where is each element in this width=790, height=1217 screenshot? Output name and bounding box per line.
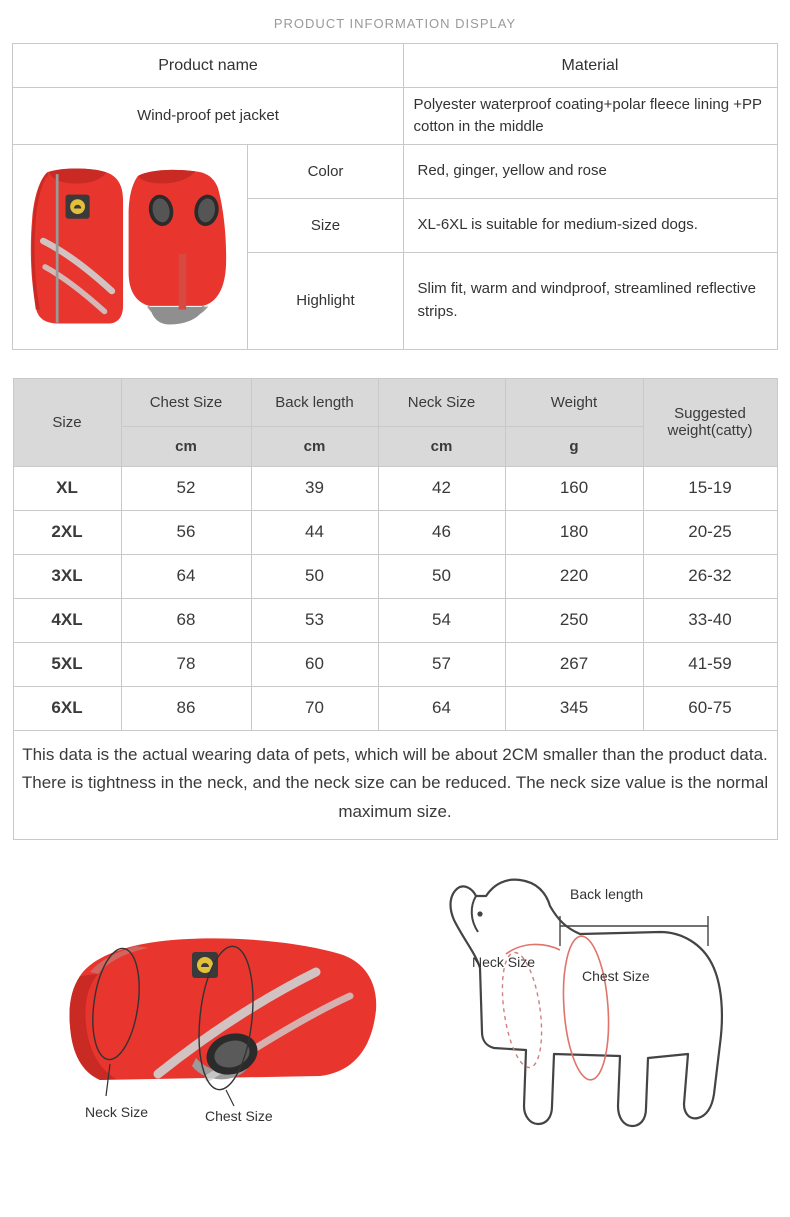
unit-neck: cm [378, 426, 505, 466]
cell-back: 50 [251, 554, 378, 598]
note-line-1: This data is the actual wearing data of pets, which will be about 2CM smaller than the product data. [22, 744, 768, 764]
page-title: PRODUCT INFORMATION DISPLAY [273, 16, 517, 31]
product-image-cell [13, 144, 248, 349]
size-table-header-row [13, 378, 777, 426]
col-header-suggested-weight: Suggested weight(catty) [643, 378, 777, 466]
table-row [13, 686, 777, 730]
cell-neck: 57 [378, 642, 505, 686]
dog-measure-illustration [410, 858, 780, 1198]
attribute-label-highlight: Highlight [248, 253, 403, 350]
cell-suggested: 15-19 [643, 466, 777, 510]
unit-chest: cm [121, 426, 251, 466]
product-jacket-illustration [21, 151, 239, 343]
cell-chest: 52 [121, 466, 251, 510]
attribute-value-highlight: Slim fit, warm and windproof, streamlined reflective strips. [403, 253, 777, 350]
cell-suggested: 41-59 [643, 642, 777, 686]
jacket-neck-size-label: Neck Size [85, 1104, 149, 1121]
measurement-diagrams [0, 858, 790, 1198]
cell-size: 6XL [13, 686, 121, 730]
cell-chest: 56 [121, 510, 251, 554]
cell-neck: 42 [378, 466, 505, 510]
cell-size: 3XL [13, 554, 121, 598]
col-header-chest: Chest Size [121, 378, 251, 426]
cell-back: 60 [251, 642, 378, 686]
cell-neck: 54 [378, 598, 505, 642]
cell-back: 44 [251, 510, 378, 554]
cell-suggested: 26-32 [643, 554, 777, 598]
cell-back: 70 [251, 686, 378, 730]
product-name-value: Wind-proof pet jacket [13, 88, 403, 145]
cell-neck: 46 [378, 510, 505, 554]
cell-size: 5XL [13, 642, 121, 686]
product-name-header: Product name [13, 44, 403, 88]
cell-back: 53 [251, 598, 378, 642]
col-header-size: Size [13, 378, 121, 466]
cell-size: XL [13, 466, 121, 510]
attribute-value-size: XL-6XL is suitable for medium-sized dogs. [403, 198, 777, 252]
cell-chest: 64 [121, 554, 251, 598]
dog-chest-size-label: Chest Size [582, 968, 650, 985]
table-row [13, 88, 777, 145]
size-chart-table [13, 378, 778, 841]
jacket-front-view [129, 169, 227, 324]
attribute-label-color: Color [248, 144, 403, 198]
attribute-value-color: Red, ginger, yellow and rose [403, 144, 777, 198]
table-row [13, 44, 777, 88]
cell-neck: 64 [378, 686, 505, 730]
material-value: Polyester waterproof coating+polar fleece lining +PP cotton in the middle [403, 88, 777, 145]
attribute-label-size: Size [248, 198, 403, 252]
cell-suggested: 20-25 [643, 510, 777, 554]
jacket-measure-illustration [20, 858, 410, 1198]
cell-chest: 78 [121, 642, 251, 686]
jacket-measure-diagram [20, 858, 410, 1198]
dog-measure-diagram [410, 858, 780, 1198]
col-header-back-length: Back length [251, 378, 378, 426]
table-row [13, 144, 777, 198]
cell-weight: 250 [505, 598, 643, 642]
dog-neck-size-label: Neck Size [472, 954, 536, 971]
cell-weight: 345 [505, 686, 643, 730]
jacket-side-view [31, 168, 123, 323]
table-row [13, 642, 777, 686]
cell-weight: 180 [505, 510, 643, 554]
size-table-note-row [13, 730, 777, 840]
unit-back-length: cm [251, 426, 378, 466]
cell-chest: 68 [121, 598, 251, 642]
col-header-weight: Weight [505, 378, 643, 426]
table-row [13, 598, 777, 642]
table-row [13, 466, 777, 510]
note-line-2: There is tightness in the neck, and the neck size can be reduced. The neck size value is the normal maximum size. [21, 773, 769, 822]
col-header-neck: Neck Size [378, 378, 505, 426]
cell-suggested: 33-40 [643, 598, 777, 642]
size-table-note [13, 730, 777, 840]
unit-weight: g [505, 426, 643, 466]
cell-size: 2XL [13, 510, 121, 554]
cell-chest: 86 [121, 686, 251, 730]
jacket-chest-size-label: Chest Size [205, 1108, 273, 1125]
cell-weight: 160 [505, 466, 643, 510]
cell-size: 4XL [13, 598, 121, 642]
dog-back-length-label: Back length [570, 886, 644, 903]
cell-suggested: 60-75 [643, 686, 777, 730]
material-header: Material [403, 44, 777, 88]
table-row [13, 510, 777, 554]
cell-neck: 50 [378, 554, 505, 598]
cell-back: 39 [251, 466, 378, 510]
cell-weight: 220 [505, 554, 643, 598]
product-info-table [12, 43, 777, 350]
cell-weight: 267 [505, 642, 643, 686]
table-row [13, 554, 777, 598]
